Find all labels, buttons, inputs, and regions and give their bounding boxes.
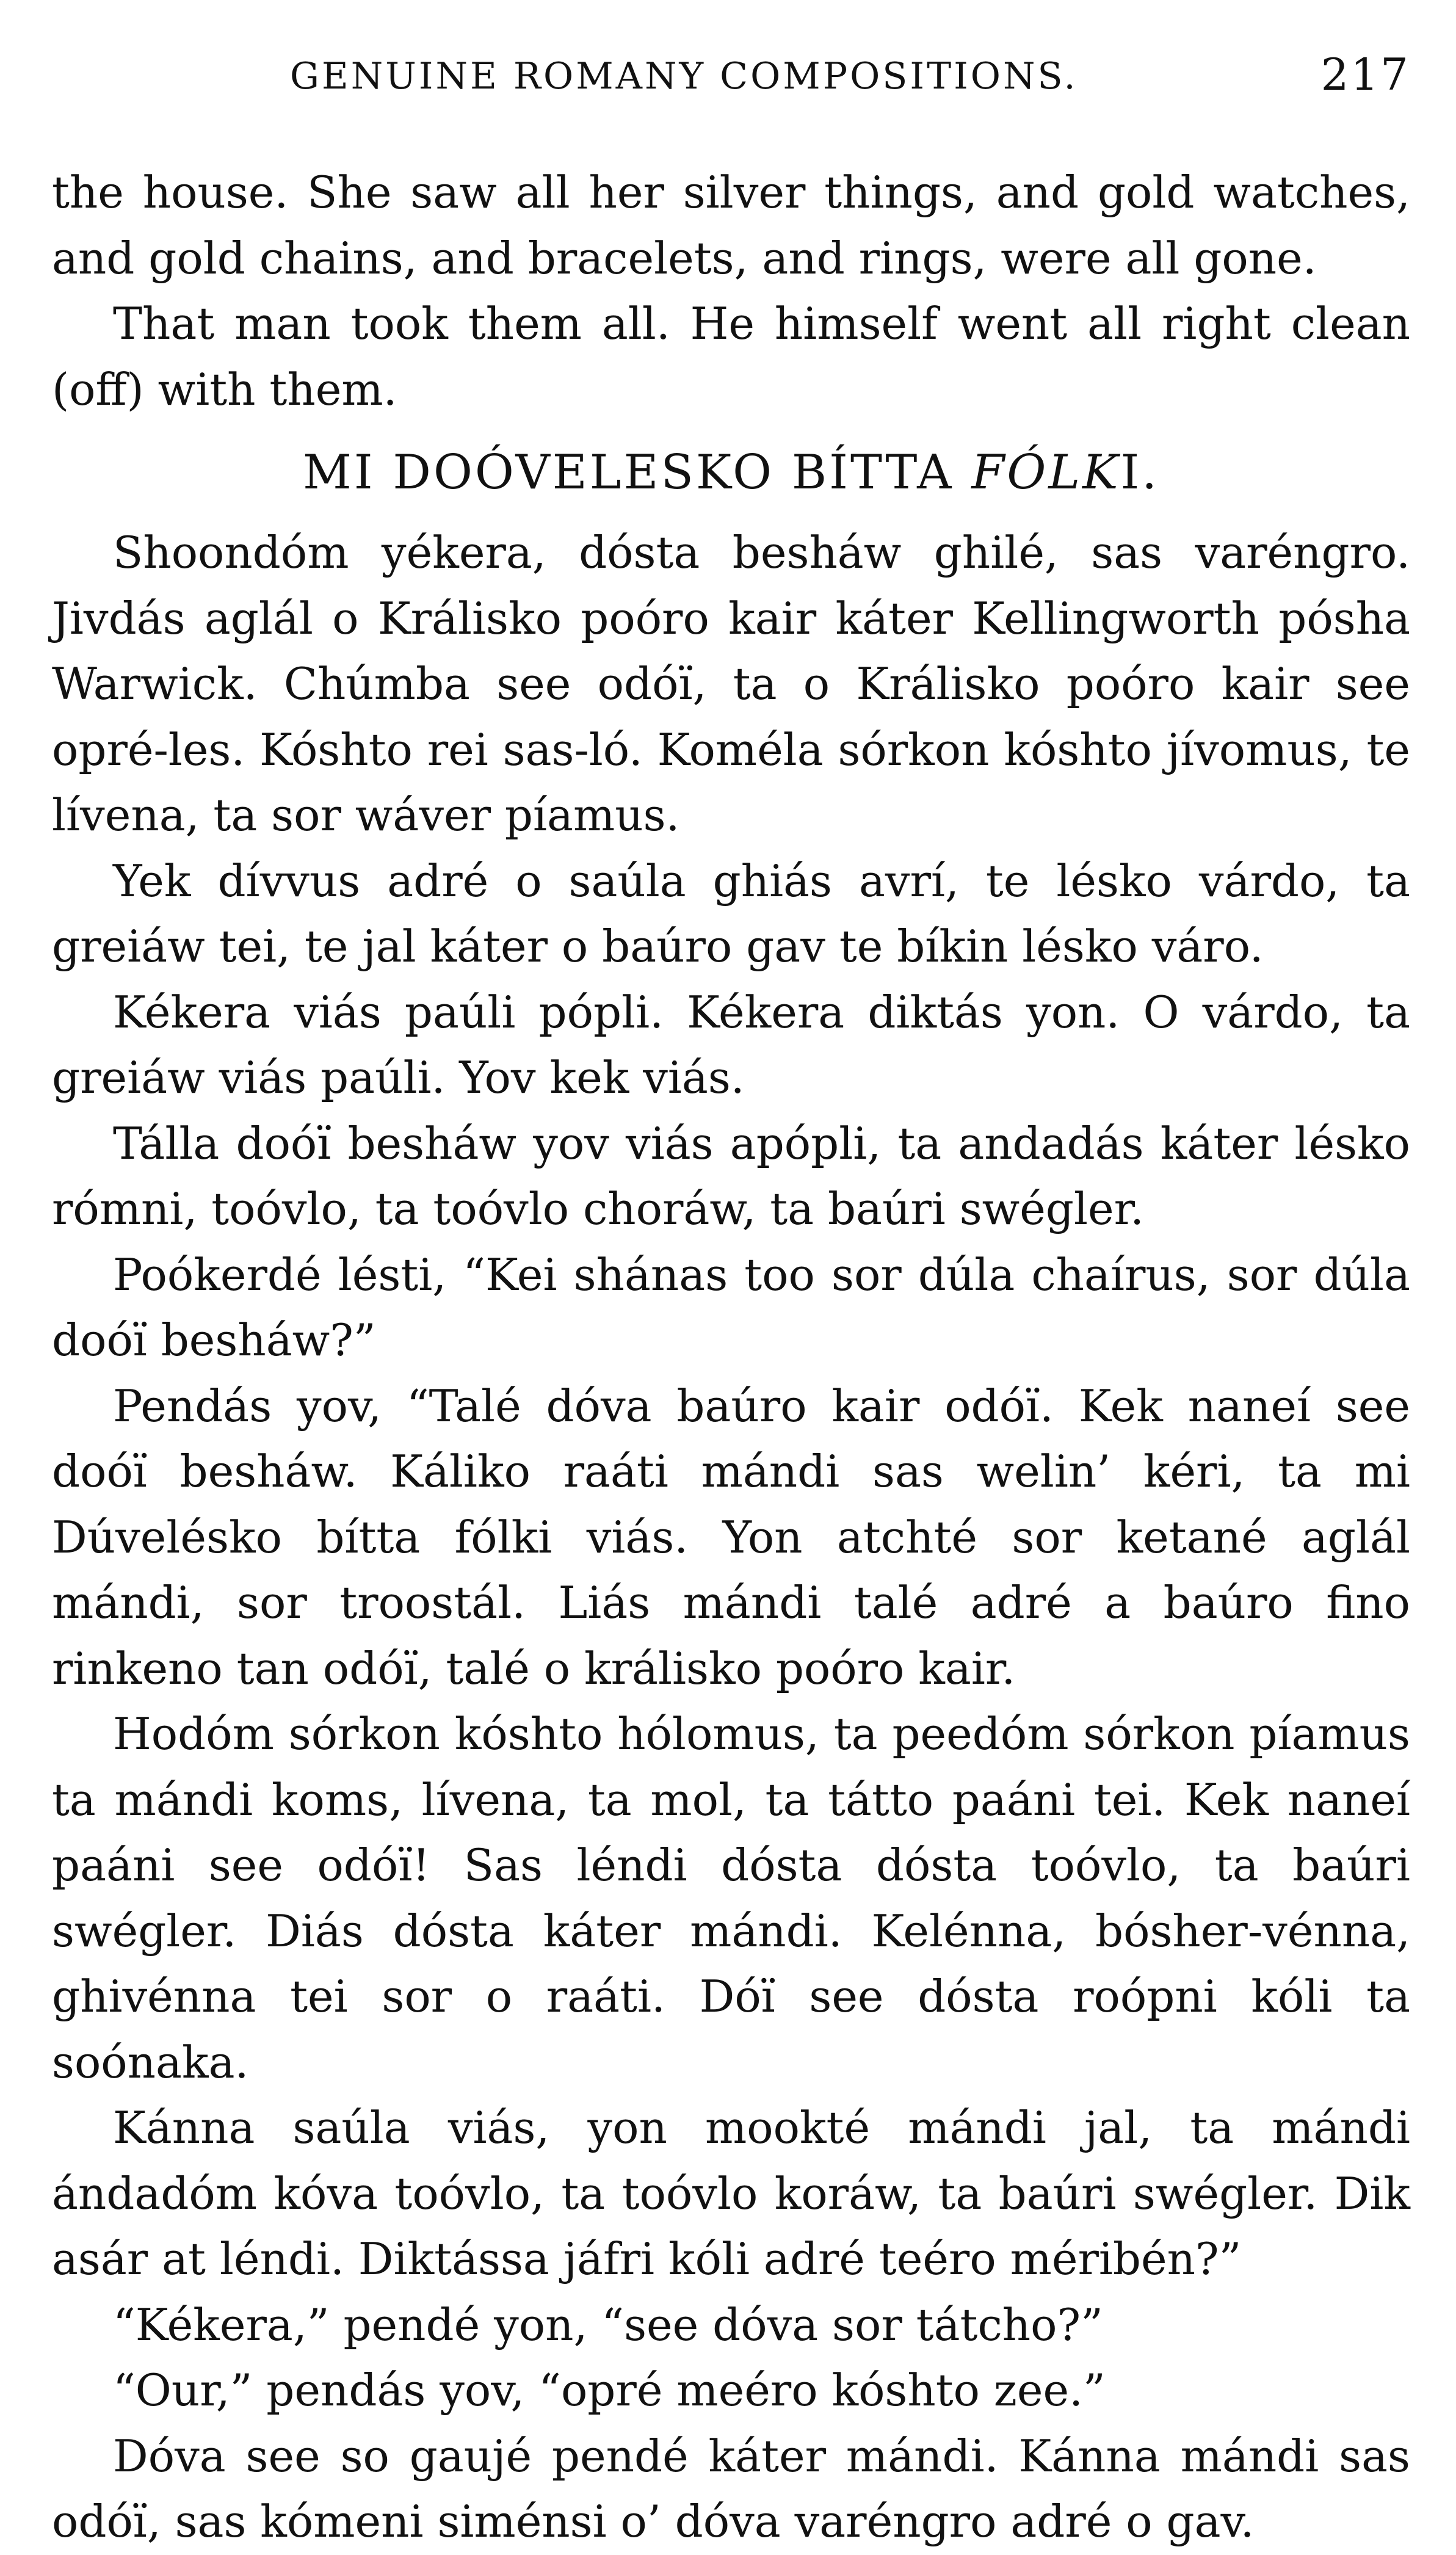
page-number: 217 [1320,49,1410,100]
heading-text-end: I. [1120,445,1160,500]
story-paragraph: Shoondóm yékera, dósta besháw ghilé, sas varéngro. Jivdás aglál o Králisko poóro kair káter Kellingworth pósha Warwick. Chúmba see odóï, ta o Králisko poóro kair see opré-les. Kóshto rei sas-ló. Koméla sórkon kóshto jívomus, te lívena, ta sor wáver píamus. [52,527,1410,841]
running-head-title: GENUINE ROMANY COMPOSITIONS. [290,55,1078,98]
story-paragraph: Kánna saúla viás, yon mookté mándi jal, ta mándi ándadóm kóva toóvlo, ta toóvlo koráw, ta baúri swégler. Dik asár at léndi. Diktássa jáfri kóli adré teéro méribén?” [52,2102,1410,2285]
story-paragraph: Poókerdé lésti, “Kei shánas too sor dúla chaírus, sor dúla doóï besháw?” [52,1249,1410,1366]
continued-paragraph: the house. She saw all her silver things, and gold watches, and gold chains, and bracelets, and rings, were all gone. [52,167,1410,284]
running-head [52,49,1410,116]
continued-paragraph: That man took them all. He himself went all right clean (off) with them. [52,298,1410,415]
heading-text: MI DOÓVELESKO BÍTTA [302,445,972,500]
story-paragraph: Pendás yov, “Talé dóva baúro kair odóï. Kek naneí see doóï besháw. Káliko raáti mándi sas welin’ kéri, ta mi Dúvelésko bítta fólki viás. Yon atchté sor ketané aglál mándi, sor troostál. Liás mándi talé adré a baúro fino rinkeno tan odóï, talé o králisko poóro kair. [52,1380,1410,1694]
story-paragraph: “Kékera,” pendé yon, “see dóva sor tátcho?” [113,2299,1103,2350]
story-paragraph: “Our,” pendás yov, “opré meéro kóshto zee.” [113,2365,1106,2416]
heading-italic-word: FÓLK [971,445,1121,500]
story-paragraph: Yek dívvus adré o saúla ghiás avrí, te lésko várdo, ta greiáw tei, te jal káter o baúro gav te bíkin lésko váro. [52,855,1410,972]
story-paragraph: Kékera viás paúli pópli. Kékera diktás yon. O várdo, ta greiáw viás paúli. Yov kek viás. [52,986,1410,1103]
story-paragraph: Dóva see so gaujé pendé káter mándi. Kánna mándi sas odóï, sas kómeni siménsi o’ dóva varéngro adré o gav. [52,2430,1410,2547]
section-heading [52,422,1410,520]
story-paragraph: Hodóm sórkon kóshto hólomus, ta peedóm sórkon píamus ta mándi koms, lívena, ta mol, ta tátto paáni tei. Kek naneí paáni see odóï! Sas léndi dósta dósta toóvlo, ta baúri swégler. Diás dósta káter mándi. Kelénna, bósher-vénna, ghivénna tei sor o raáti. Dóï see dósta roópni kóli ta soónaka. [52,1708,1410,2088]
story-paragraph: Tálla doóï besháw yov viás apópli, ta andadás káter lésko rómni, toóvlo, ta toóvlo choráw, ta baúri swégler. [52,1117,1410,1234]
body-text [52,160,1410,2555]
